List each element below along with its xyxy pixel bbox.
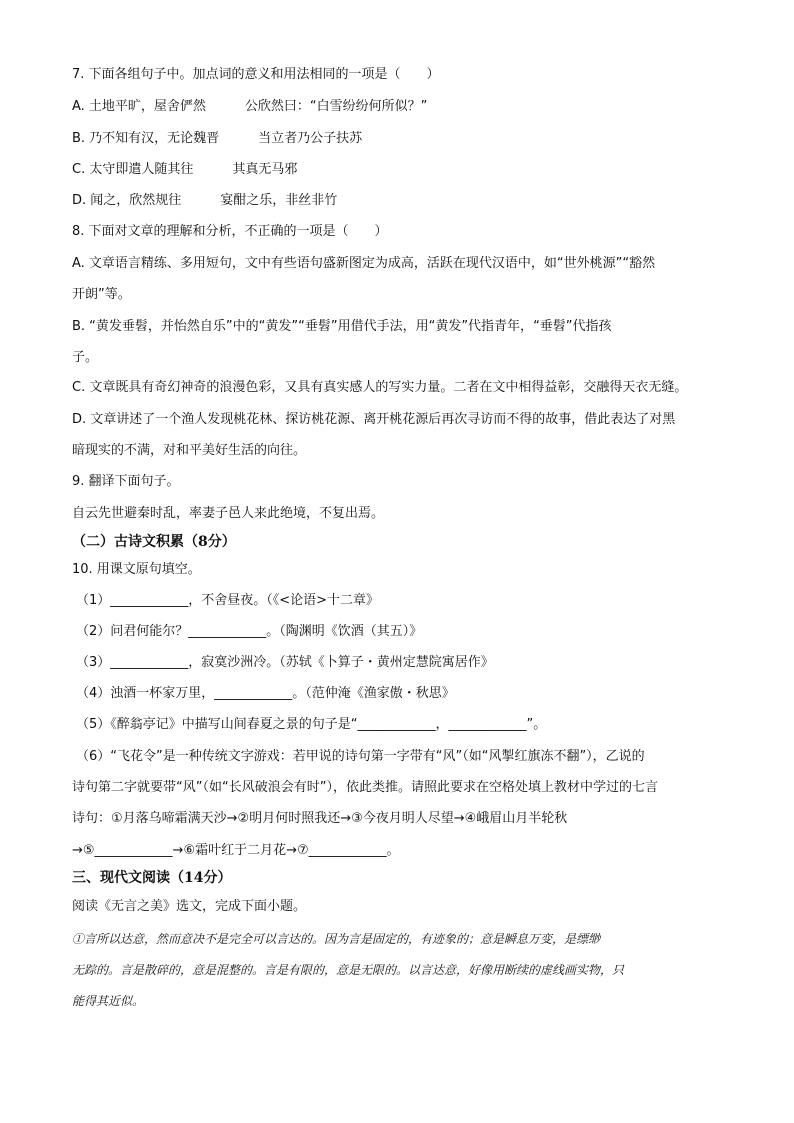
q10-item-3: （3）____________，寂寞沙洲冷。（苏轼《卜算子・黄州定慧院寓居作》	[76, 655, 494, 670]
q8-option-d-line1: D. 文章讲述了一个渔人发现桃花林、探访桃花源、离开桃花源后再次寻访而不得的故事，借此表达了对黑	[72, 412, 676, 427]
q10-item-6-line2: 诗句第二字就要带“风”（如“长风破浪会有时”），依此类推。请照此要求在空格处填上教材中学过的七言	[72, 780, 658, 795]
q7-option-a: A. 土地平旷，屋舍俨然 公欣然曰：“白雪纷纷何所似？”	[72, 99, 428, 114]
q10-item-2: （2）问君何能尔？____________。（陶渊明《饮酒（其五）》	[76, 624, 423, 639]
q9-stem: 9. 翻译下面句子。	[72, 474, 180, 489]
passage-line-3: 能得其近似。	[72, 994, 145, 1008]
section3-heading: 三、现代文阅读（14分）	[72, 870, 232, 886]
passage-line-2: 无踪的。言是散碎的，意是混整的。言是有限的，意是无限的。以言达意，好像用断续的虚线画实物，只	[72, 963, 625, 977]
q9-sentence: 自云先世避秦时乱，率妻子邑人来此绝境，不复出焉。	[72, 506, 385, 521]
q8-option-d-line2: 暗现实的不满，对和平美好生活的向往。	[72, 443, 307, 458]
q8-stem: 8. 下面对文章的理解和分析，不正确的一项是（ ）	[72, 224, 388, 239]
q8-option-c: C. 文章既具有奇幻神奇的浪漫色彩，又具有真实感人的写实力量。二者在文中相得益彰，交融得天衣无缝。	[72, 380, 688, 395]
q10-item-5: （5）《醉翁亭记》中描写山间春夏之景的句子是“____________，____________”。	[76, 717, 547, 732]
q10-item-6-line1: （6）“飞花令”是一种传统文字游戏：若甲说的诗句第一字带有“风”（如“风掣红旗冻不翻”），乙说的	[76, 749, 645, 764]
section2-heading: （二）古诗文积累（8分）	[72, 534, 236, 550]
q7-option-b: B. 乃不知有汉，无论魏晋 当立者乃公子扶苏	[72, 131, 363, 146]
q10-stem: 10. 用课文原句填空。	[72, 562, 201, 577]
q8-option-a-line2: 开朗”等。	[72, 287, 131, 302]
reading-intro: 阅读《无言之美》选文，完成下面小题。	[72, 899, 307, 914]
q7-option-c: C. 太守即遣人随其往 其真无马邪	[72, 162, 298, 177]
passage-line-1: ①言所以达意，然而意决不是完全可以言达的。因为言是固定的，有迹象的；意是瞬息万变，是缥缈	[72, 932, 601, 946]
q10-item-4: （4）浊酒一杯家万里，____________。（范仲淹《渔家傲・秋思》	[76, 686, 455, 701]
q10-item-6-line3: 诗句：①月落乌啼霜满天沙→②明月何时照我还→③今夜月明人尽望→④峨眉山月半轮秋	[72, 811, 568, 826]
q10-item-6-line4: →⑤____________→⑥霜叶红于二月花→⑦____________。	[72, 843, 400, 858]
q7-option-d: D. 闻之，欣然规往 宴酣之乐，非丝非竹	[72, 193, 338, 208]
q8-option-a-line1: A. 文章语言精练、多用短句，文中有些语句盛新图定为成高，活跃在现代汉语中，如“世外桃源”“豁然	[72, 256, 656, 271]
q10-item-1: （1）____________，不舍昼夜。（《<论语>十二章》	[76, 593, 380, 608]
q8-option-b-line2: 子。	[72, 350, 99, 365]
q8-option-b-line1: B. “黄发垂髫，并怡然自乐”中的“黄发”“垂髫”用借代手法，用“黄发”代指青年，“垂髫”代指孩	[72, 319, 612, 334]
q7-stem: 7. 下面各组句子中。加点词的意义和用法相同的一项是（ ）	[72, 67, 440, 82]
